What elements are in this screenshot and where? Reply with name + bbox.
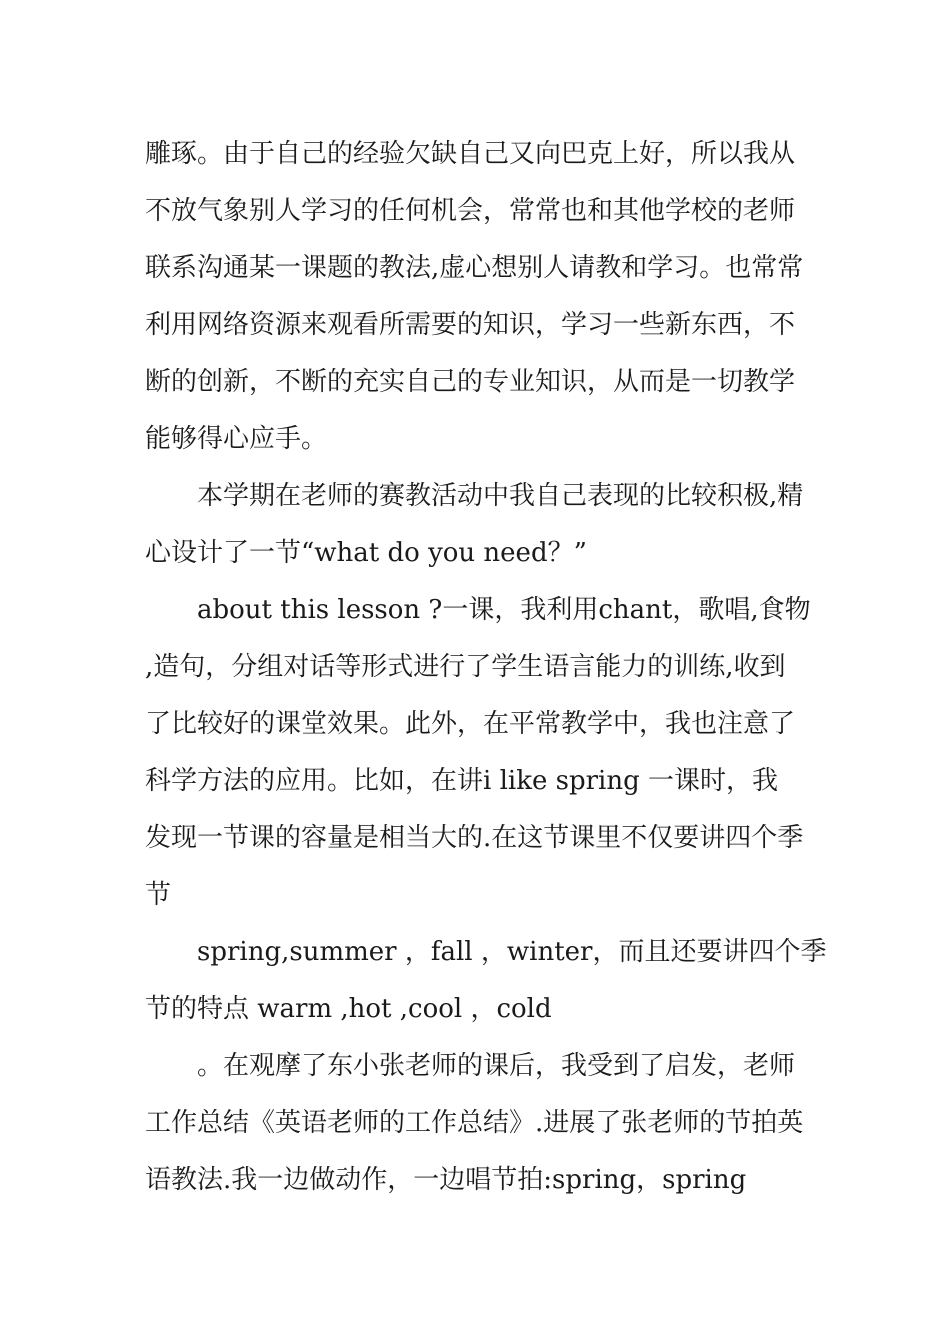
text-line-13: 发现一节课的容量是相当大的.在这节课里不仅要讲四个季: [145, 823, 804, 853]
text-line-5: 断的创新，不断的充实自己的专业知识，从而是一切教学: [145, 367, 796, 397]
text-line-10: ,造句，分组对话等形式进行了学生语言能力的训练,收到: [145, 652, 786, 682]
text-line-15: spring,summer ，fall ，winter，而且还要讲四个季: [197, 937, 827, 967]
text-line-11: 了比较好的课堂效果。此外，在平常教学中，我也注意了: [145, 709, 796, 739]
text-line-4: 利用网络资源来观看所需要的知识，学习一些新东西，不: [145, 310, 796, 340]
text-line-6: 能够得心应手。: [145, 424, 328, 454]
text-line-2: 不放气象别人学习的任何机会，常常也和其他学校的老师: [145, 196, 796, 226]
text-line-12: 科学方法的应用。比如，在讲i like spring 一课时，我: [145, 766, 779, 796]
text-line-18: 工作总结《英语老师的工作总结》.进展了张老师的节拍英: [145, 1108, 804, 1138]
text-line-16: 节的特点 warm ,hot ,cool ，cold: [145, 994, 552, 1024]
text-line-17: 。在观摩了东小张老师的课后，我受到了启发，老师: [197, 1051, 796, 1081]
text-line-1: 雕琢。由于自己的经验欠缺自己又向巴克上好，所以我从: [145, 139, 796, 169]
text-line-7: 本学期在老师的赛教活动中我自己表现的比较积极,精: [197, 481, 804, 511]
text-line-9: about this lesson ?一课，我利用chant，歌唱,食物: [197, 595, 811, 625]
text-line-19: 语教法.我一边做动作，一边唱节拍:spring，spring: [145, 1165, 747, 1195]
text-line-3: 联系沟通某一课题的教法,虚心想别人请教和学习。也常常: [145, 253, 804, 283]
text-line-8: 心设计了一节“what do you need？”: [145, 538, 587, 568]
text-line-14: 节: [145, 880, 172, 910]
